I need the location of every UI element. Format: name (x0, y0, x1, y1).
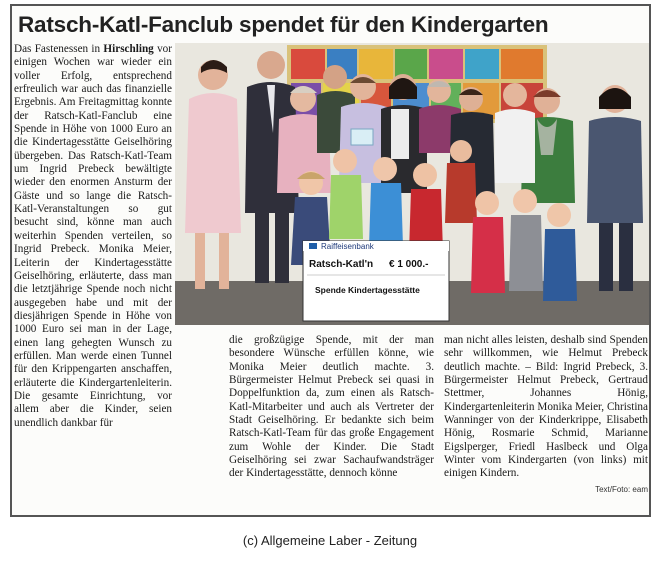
donation-cheque (303, 241, 449, 321)
cheque-payee: Ratsch-Katl'n (309, 259, 374, 270)
source-caption: (c) Allgemeine Laber - Zeitung (242, 533, 418, 548)
article-paragraph: die großzügige Spende, mit der man besondere Wünsche erfüllen könne, wie Monika Meier deutlich machte. 3. Bürgermeister Helmut Prebeck sei quasi in Doppelfunktion da, zum einen als Ratsch-Katl-Mitarbeiter und auch als Vertreter der Stadt Geiselhöring. Er bedankte sich beim Ratsch-Katl-Team für das große Engagement zum Wohle der Kinder. Die Stadt Geiselhöring sei zwar Sachaufwandsträger der Kindertagesstätte, dennoch könne (229, 334, 434, 480)
article-photo (175, 43, 649, 325)
cheque-memo: Spende Kindertagesstätte (315, 285, 420, 295)
group-photo-illustration (175, 43, 649, 325)
article-headline: Ratsch-Katl-Fanclub spendet für den Kindergarten (18, 12, 549, 37)
cheque-amount: € 1 000.- (389, 259, 429, 270)
article-paragraph: man nicht alles leisten, deshalb sind Spenden sehr willkommen, wie Helmut Prebeck deutlich machte. – Bild: Ingrid Prebeck, 3. Bürgermeister Helmut Prebeck, Gertraud Stettmer, Johannes Hönig, Kindergartenleiterin Monika Meier, Christina Wanninger von der Kinderkrippe, Elisabeth Hönig, Rosmarie Schmid, Marianne Eigslperger, Friedl Haslbeck und Olga Winter vom Kindergarten (von links) mit einigen Kindern. (444, 334, 648, 480)
article-column-1 (14, 43, 172, 430)
article-column-2 (229, 334, 434, 481)
article-paragraph (14, 43, 172, 430)
article-column-3 (444, 334, 648, 496)
bank-name: Raiffeisenbank (321, 242, 374, 251)
photo-credit: Text/Foto: eam (595, 484, 648, 494)
place-name: Hirschling (103, 43, 154, 55)
intro-text: Das Fastenessen in (14, 43, 104, 55)
body-text: vor einigen Wochen war wieder ein voller Erfolg, entsprechend erfreulich war auch das finanzielle Ergebnis. Am Freitagmittag konnte der Ratsch-Katl-Fanclub eine Spende in Höhe von 1000 Euro an die Kindertagesstätte Geiselhöring übergeben. Das Ratsch-Katl-Team um Ingrid Prebeck bewältigte wieder den enormen Ansturm der Gäste und so lange die Ratsch-Katl-Veranstaltungen so gut besucht sind, könne man auch weiterhin Spenden verteilen, so Ingrid Prebeck. Monika Meier, Leiterin der Kindertagesstätte Geiselhöring, erläuterte, dass man die letztjährige Spende noch nicht ausgegeben habe und mit der diesjährigen Spende in Höhe von 1000 Euro sei man in der Lage, einen lang gehegten Wunsch zu erfüllen. Man werde einen Tunnel für den Krippengarten anschaffen, erläuterte die Kindergartenleiterin. Die gesamte Einrichtung, vor allem aber die Kinder, seien unendlich dankbar für (14, 43, 172, 429)
newspaper-clipping (10, 4, 651, 517)
